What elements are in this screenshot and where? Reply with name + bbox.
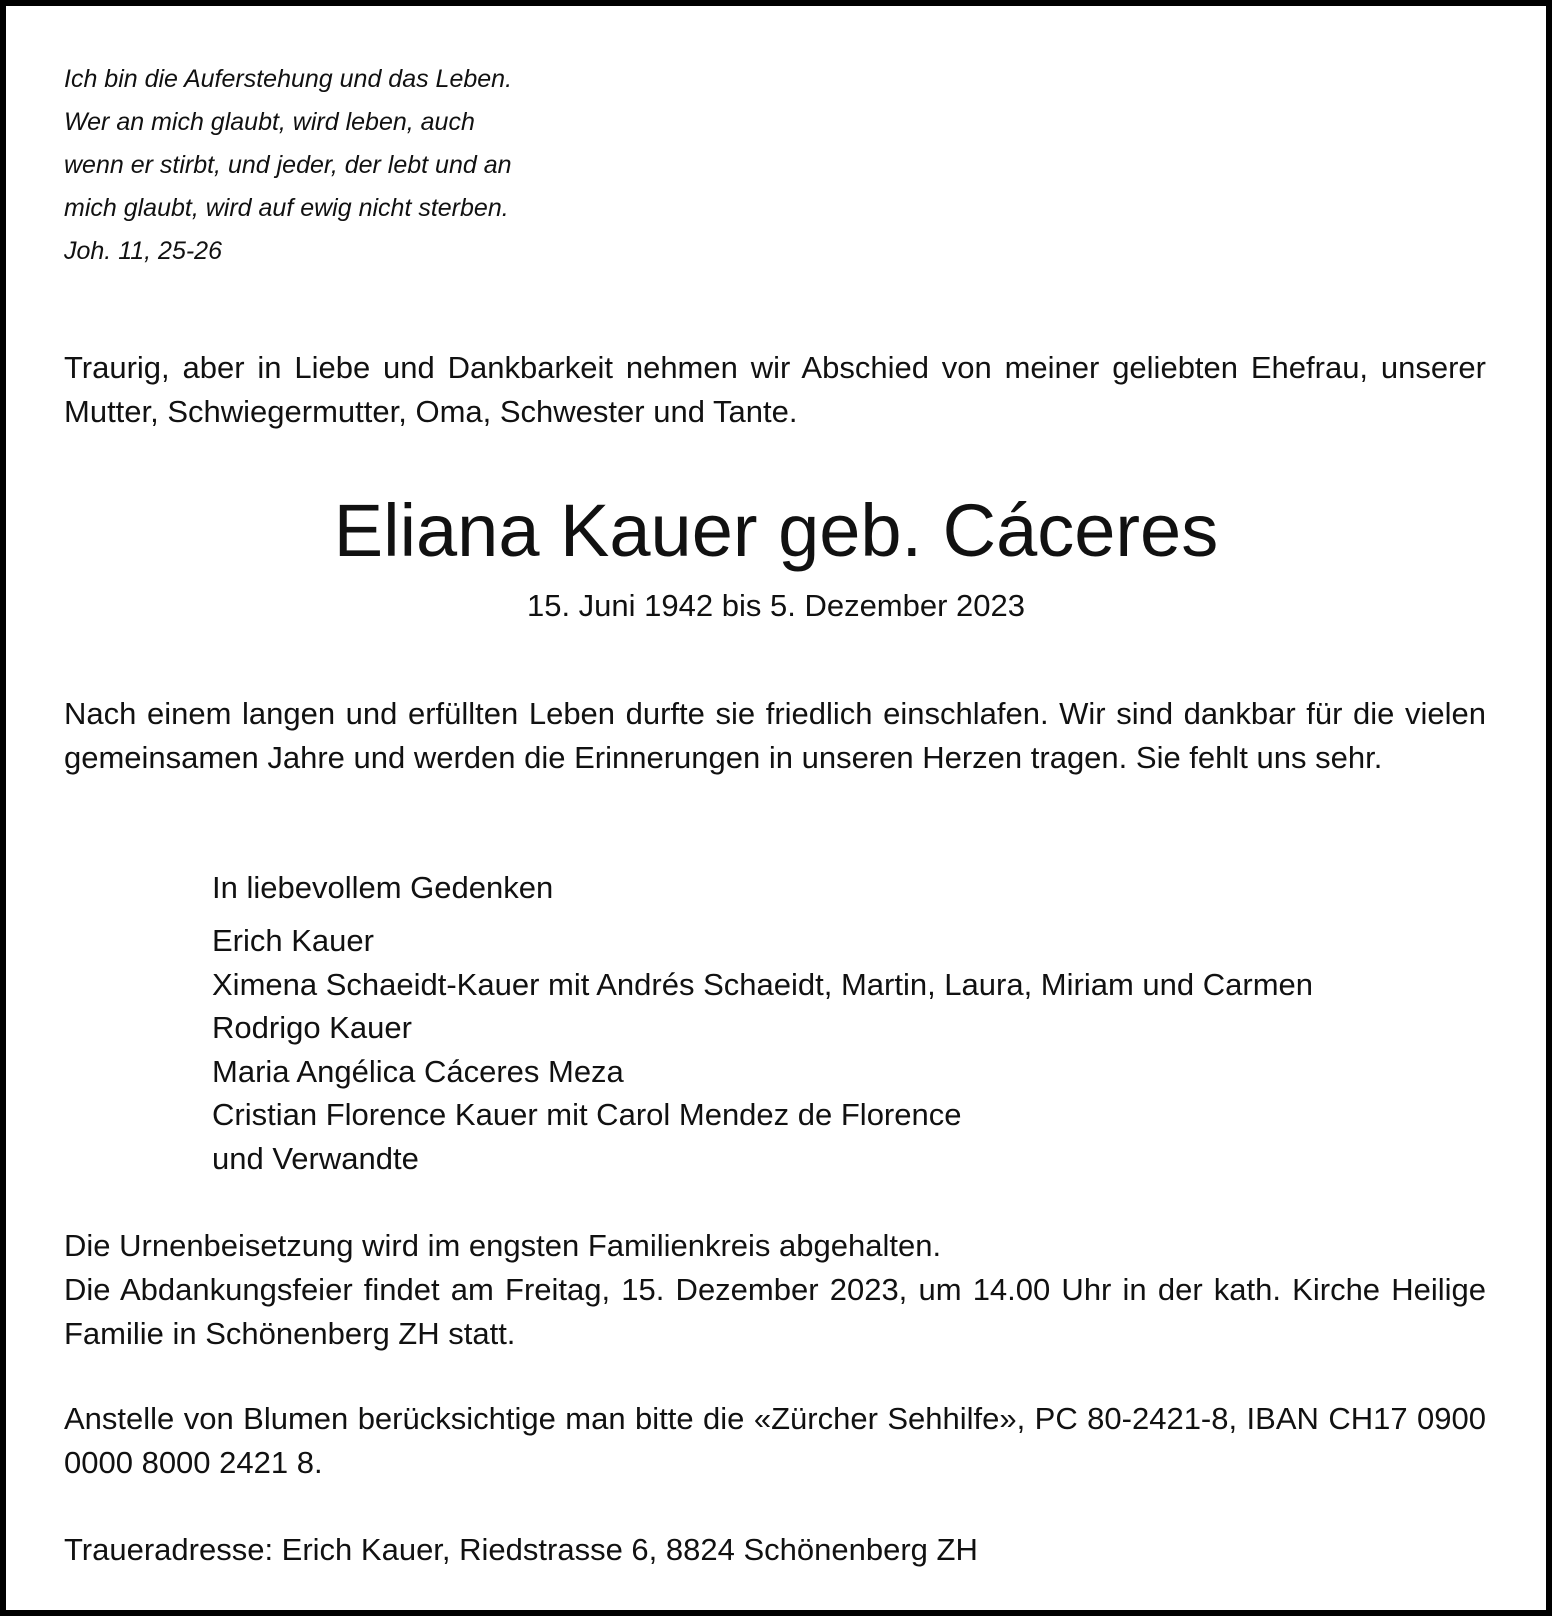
mourners-list [212,919,1486,1180]
mourner-name: Rodrigo Kauer [212,1010,412,1045]
mourners-heading: In liebevollem Gedenken [212,870,554,905]
life-dates: 15. Juni 1942 bis 5. Dezember 2023 [526,588,1026,623]
mourning-address: Traueradresse: Erich Kauer, Riedstrasse 6, 8824 Schönenberg ZH [64,1532,978,1567]
quote-reference: Joh. 11, 25-26 [64,237,222,265]
mourner-name: Erich Kauer [212,923,374,958]
donation-info: Anstelle von Blumen berücksichtige man bitte die «Zürcher Sehhilfe», PC 80-2421-8, IBAN CH17 0900 0000 8000 2421 8. [64,1401,1486,1480]
quote-line: Wer an mich glaubt, wird leben, auch [64,108,475,136]
deceased-name: Eliana Kauer geb. Cáceres [333,489,1219,572]
quote-line: mich glaubt, wird auf ewig nicht sterben. [64,194,509,222]
mourner-name: Cristian Florence Kauer mit Carol Mendez de Florence [212,1097,962,1132]
mourner-name: Ximena Schaeidt-Kauer mit Andrés Schaeidt, Martin, Laura, Miriam und Carmen [212,966,1313,1002]
bible-quote [64,58,1486,273]
mourner-name: Maria Angélica Cáceres Meza [212,1053,624,1089]
quote-line: wenn er stirbt, und jeder, der lebt und an [64,151,512,179]
quote-line: Ich bin die Auferstehung und das Leben. [64,65,513,93]
ceremony-info [64,1224,1486,1356]
intro-text: Traurig, aber in Liebe und Dankbarkeit nehmen wir Abschied von meiner geliebten Ehefrau, unserer Mutter, Schwiegermutter, Oma, Schwester und Tante. [64,350,1486,429]
service-info: Die Abdankungsfeier findet am Freitag, 15. Dezember 2023, um 14.00 Uhr in der kath. Kirche Heilige Familie in Schönenberg ZH statt. [64,1272,1486,1351]
burial-info: Die Urnenbeisetzung wird im engsten Familienkreis abgehalten. [64,1228,942,1263]
mourner-name: und Verwandte [212,1140,419,1176]
message-text: Nach einem langen und erfüllten Leben durfte sie friedlich einschlafen. Wir sind dankbar für die vielen gemeinsamen Jahre und werden die Erinnerungen in unseren Herzen tragen. Sie fehlt uns sehr. [64,696,1486,775]
